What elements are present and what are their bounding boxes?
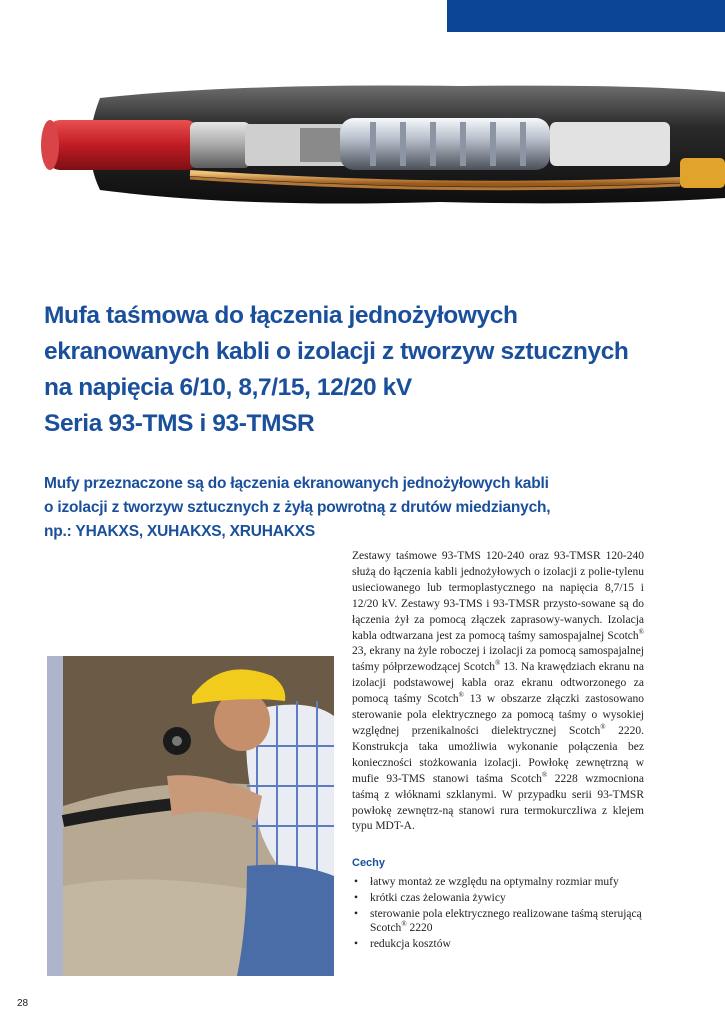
title-line-1: Mufa taśmowa do łączenia jednożyłowych [44,302,518,329]
main-title [44,298,684,442]
title-line-4: Seria 93-TMS i 93-TMSR [44,410,315,437]
subtitle-line-3: np.: YHAKXS, XUHAKXS, XRUHAKXS [44,523,316,540]
installer-photo [47,656,334,976]
list-item: • łatwy montaż ze względu na optymalny rozmiar mufy [352,875,644,889]
subtitle [44,472,644,544]
header-accent-bar [447,0,725,32]
title-line-3: na napięcia 6/10, 8,7/15, 12/20 kV [44,374,412,401]
features-list [352,875,644,953]
list-item: • redukcja kosztów [352,937,644,951]
description-paragraph: Zestawy taśmowe 93-TMS 120-240 oraz 93-TMSR 120-240 służą do łączenia kabli jednożyłowych o izolacji z polie-tylenu usieciowanego lub termoplastycznego na napięcia 8,7/15 i 12/20 kV. Zestawy 93-TMS i 93-TMSR przysto-sowane są do łączenia żył za pomocą złączek zaprasowy-wanych. Izolacja kabla odtwarzana jest za pomocą taśmy samospajalnej Scotch® 23, ekrany na żyle roboczej i izolacji za pomocą samospajalnej taśmy półprzewodzącej Scotch® 13. Na krawędziach ekranu na izolacji podstawowej kabla oraz ekranu odtworzonego za pomocą taśmy Scotch® 13 w obszarze złączki zastosowano sterowanie pola elektrycznego za pomocą taśmy o wysokiej względnej przenikalności dielektrycznej Scotch® 2220. Konstrukcja taka umożliwia wykonanie połączenia bez konieczności stożkowania izolacji. Powłokę zewnętrzną w mufie 93-TMS stanowi taśma Scotch® 2228 wzmocniona taśmą z włóknami szklanymi. W przypadku serii 93-TMSR powłokę zewnętrz-ną stanowi rura termokurczliwa z klejem typu MDT-A. [352,550,645,833]
subtitle-line-2: o izolacji z tworzyw sztucznych z żyłą powrotną z drutów miedzianych, [44,499,551,516]
list-item: • sterowanie pola elektrycznego realizowane taśmą sterującą Scotch® 2220 [352,907,644,935]
title-line-2: ekranowanych kabli o izolacji z tworzyw sztucznych [44,338,629,365]
features-heading: Cechy [352,857,386,869]
cable-joint-cutaway-image [40,78,725,218]
subtitle-line-1: Mufy przeznaczone są do łączenia ekranowanych jednożyłowych kabli [44,475,549,492]
list-item: • krótki czas żelowania żywicy [352,891,644,905]
page-number: 28 [17,998,29,1009]
